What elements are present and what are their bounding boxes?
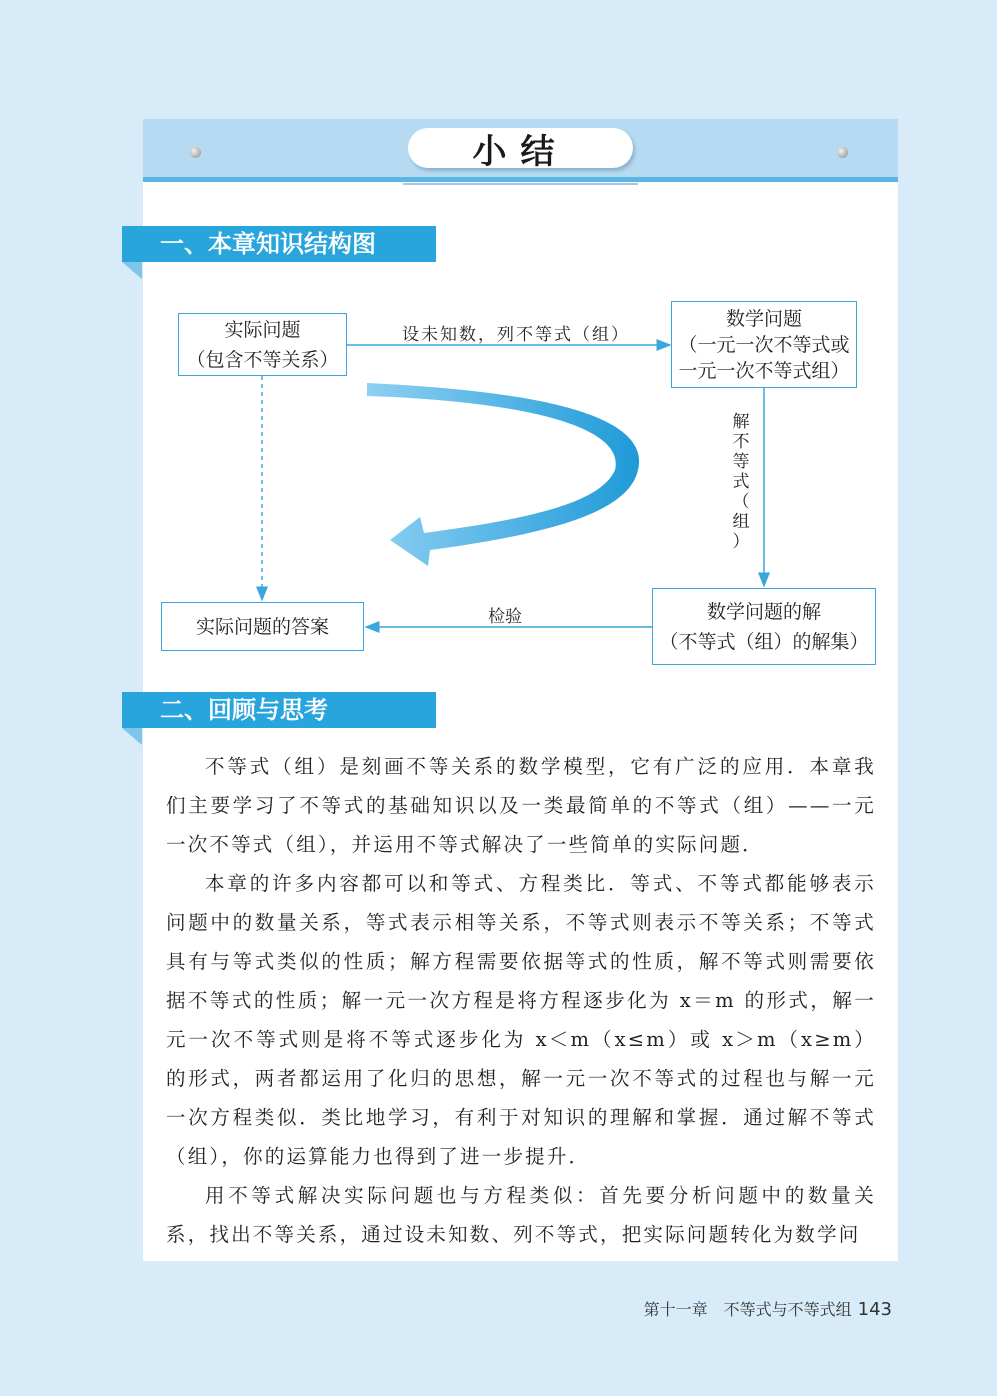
page-title: 小结 (408, 128, 633, 168)
chapter-title: 第十一章 不等式与不等式组 (643, 1300, 852, 1319)
edge-solve-char: 组 (732, 512, 750, 532)
edge-solve-char: ） (732, 532, 750, 552)
paragraph: 本章的许多内容都可以和等式、方程类比．等式、不等式都能够表示问题中的数量关系，等式表示相等关系，不等式则表示不等关系；不等式具有与等式类似的性质；解方程需要依据等式的性质，解不等式则需要依据不等式的性质；解一元一次方程是将方程逐步化为 x＝m 的形式，解一元一次不等式则是将不等式逐步化为 x＜m（x≤m）或 x＞m（x≥m）的形式，两者都运用了化归的思想，解一元一次不等式的过程也与解一元一次方程类似．类比地学习，有利于对知识的理解和掌握．通过解不等式（组），你的运算能力也得到了进一步提升． (166, 872, 876, 1168)
section-heading-tab (122, 262, 142, 279)
node-math-solution-line2: （不等式（组）的解集） (659, 630, 869, 653)
node-math-solution (652, 588, 876, 665)
node-math-solution-line1: 数学问题的解 (706, 600, 821, 623)
pin-dot-left-icon (190, 147, 201, 158)
node-real-problem-line2: （包含不等关系） (186, 348, 339, 371)
page-footer (0, 1297, 892, 1320)
node-math-problem-line1: 数学问题 (725, 307, 802, 330)
section-heading-tab (122, 728, 142, 745)
review-text (166, 747, 876, 1254)
node-real-answer (161, 602, 364, 651)
node-real-answer-label: 实际问题的答案 (195, 615, 329, 638)
edge-label-check: 检验 (488, 607, 522, 627)
paragraph: 用不等式解决实际问题也与方程类似：首先要分析问题中的数量关系，找出不等关系，通过设未知数、列不等式，把实际问题转化为数学问 (166, 1184, 876, 1246)
node-math-problem (671, 301, 857, 388)
section-heading-structure: 一、本章知识结构图 (122, 226, 436, 262)
node-real-problem-line1: 实际问题 (224, 318, 301, 341)
edge-label-solve (730, 412, 752, 552)
edge-label-model: 设未知数，列不等式（组） (402, 325, 630, 345)
node-real-problem (178, 313, 347, 376)
banner-divider (143, 177, 898, 182)
edge-solve-char: 不 (732, 432, 750, 452)
edge-solve-char: 等 (732, 452, 750, 472)
paragraph: 不等式（组）是刻画不等关系的数学模型，它有广泛的应用．本章我们主要学习了不等式的基础知识以及一类最简单的不等式（组）——一元一次不等式（组），并运用不等式解决了一些简单的实际问题． (166, 755, 876, 856)
edge-solve-char: （ (732, 492, 750, 512)
node-math-problem-line2: （一元一次不等式或 (678, 333, 850, 356)
edge-solve-char: 式 (732, 472, 750, 492)
node-math-problem-line3: 一元一次不等式组） (678, 359, 850, 382)
section-heading-review: 二、回顾与思考 (122, 692, 436, 728)
edge-solve-char: 解 (732, 412, 750, 432)
pin-dot-right-icon (837, 147, 848, 158)
banner-underline (403, 183, 638, 185)
page-number: 143 (857, 1299, 892, 1320)
